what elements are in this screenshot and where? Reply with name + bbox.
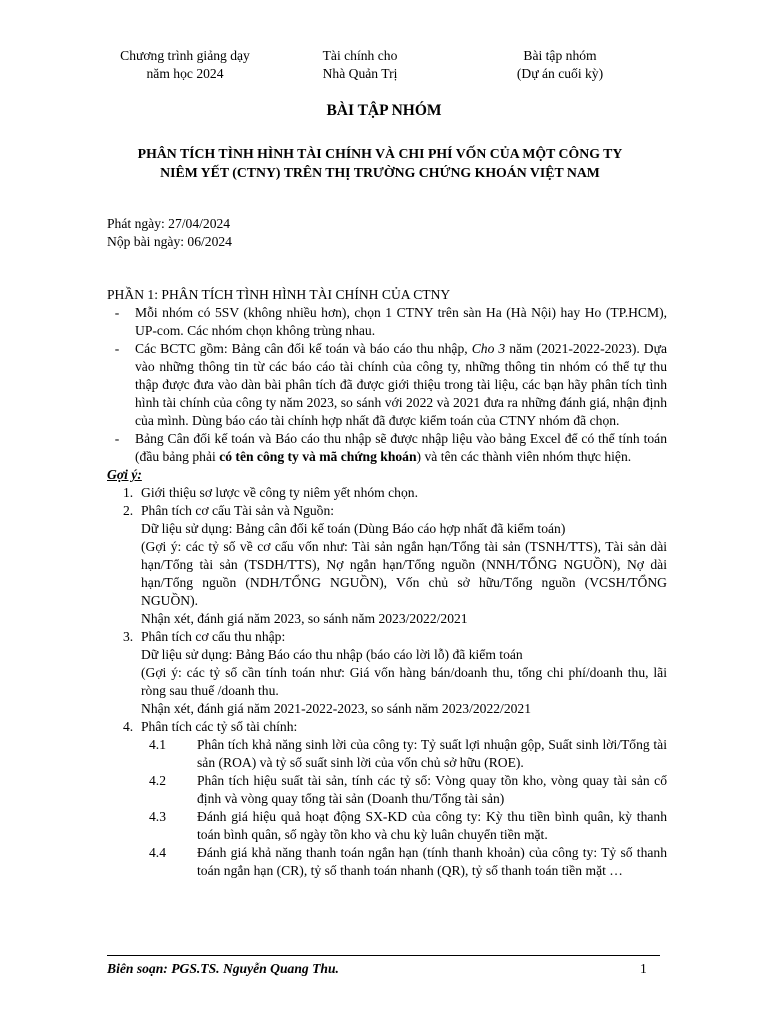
header-course-line2: Nhà Quản Trị [322,66,398,81]
bullet-text-b: năm (2021-2022-2023). Dựa vào những thông tin từ các báo cáo tài chính của công ty, những thông tin nhóm có thể tự thu thập được đưa vào dàn bài phân tích đã được giới thiệu trong tài liệu, các bạn hãy phân tích tình hình tài chính của công ty năm 2023, so sánh với 2022 và 2021 đưa ra những đánh giá, nhận định của mình. Dùng báo cáo tài chính hợp nhất đã được kiểm toán của CTNY nhóm đã chọn. [135,341,667,428]
header-program-line1: Chương trình giảng dạy [120,48,250,63]
item3-hint: (Gợi ý: các tỷ số cần tính toán như: Giá vốn hàng bán/doanh thu, tổng chi phí/doanh thu, lãi ròng sau thuế /doanh thu. [141,665,667,698]
sublist-item-4-2 [107,772,667,808]
sublist-item-4-4 [107,844,667,880]
list-number: 2. [123,503,134,518]
subtitle-line1: PHÂN TÍCH TÌNH HÌNH TÀI CHÍNH VÀ CHI PHÍ VỐN CỦA MỘT CÔNG TY [137,146,623,161]
sublist-item-4-1 [107,736,667,772]
dates-block [107,215,232,251]
list-number: 4. [123,719,134,734]
bullet-dash: - [114,341,120,356]
bullet-text-bold: có tên công ty và mã chứng khoán [219,449,417,464]
item3-evaluation: Nhận xét, đánh giá năm 2021-2022-2023, so sánh năm 2023/2022/2021 [141,701,532,716]
header-assignment-line2: (Dự án cuối kỳ) [516,66,604,81]
sublist-text: Phân tích khả năng sinh lời của công ty: Tỷ suất lợi nhuận gộp, Suất sinh lời/Tổng tài sản (ROA) và tỷ số suất sinh lời của vốn chủ sở hữu (ROE). [197,737,667,770]
page-title: BÀI TẬP NHÓM [326,102,442,119]
bullet-text-a: Các BCTC gồm: Bảng cân đối kế toán và báo cáo thu nhập, [135,341,472,356]
bullet-dash: - [114,431,120,446]
footer-divider [107,955,660,956]
header-program [95,47,275,83]
item3-data-source: Dữ liệu sử dụng: Bảng Báo cáo thu nhập (báo cáo lời lỗ) đã kiểm toán [141,647,523,662]
list-text: Phân tích cơ cấu thu nhập: [141,629,286,644]
page-subtitle [80,144,680,182]
header-program-line2: năm học 2024 [146,66,224,81]
page-header [95,47,695,83]
due-date: Nộp bài ngày: 06/2024 [107,234,232,249]
issue-date: Phát ngày: 27/04/2024 [107,216,231,231]
page-number: 1 [640,961,647,976]
sublist-text: Đánh giá hiệu quả hoạt động SX-KD của công ty: Kỳ thu tiền bình quân, kỳ thanh toán bình quân, số ngày tồn kho và chu kỳ luân chuyển tiền mặt. [197,809,667,842]
footer-author: Biên soạn: PGS.TS. Nguyễn Quang Thu. [107,961,339,976]
content-body [107,286,667,880]
sublist-item-4-3 [107,808,667,844]
item2-hint: (Gợi ý: các tỷ số về cơ cấu vốn như: Tài sản ngắn hạn/Tổng tài sản (TSNH/TTS), Tài sản dài hạn/Tổng tài sản (TSDH/TTS), Nợ ngắn hạn/Tổng nguồn (NNH/TỔNG NGUỒN), Nợ dài hạn/Tổng nguồn (NDH/TỔNG NGUỒN), Vốn chủ sở hữu/Tổng nguồn (VCSH/TỔNG NGUỒN). [141,539,667,608]
bullet-text-b: ) và tên các thành viên nhóm thực hiện. [416,449,632,464]
subtitle-line2: NIÊM YẾT (CTNY) TRÊN THỊ TRƯỜNG CHỨNG KHOÁN VIỆT NAM [160,165,600,180]
list-item-1 [107,484,667,502]
bullet-text-italic: Cho 3 [471,341,506,356]
sublist-number: 4.4 [149,845,166,860]
bullet-text-a: Bảng Cân đối kế toán và Báo cáo thu nhập sẽ được nhập liệu vào bảng Excel để có thể tính toán (đầu bảng phải [135,431,667,464]
list-number: 1. [123,485,134,500]
list-text: Phân tích các tỷ số tài chính: [141,719,298,734]
part1-bullet-2 [107,340,667,430]
sublist-text: Đánh giá khả năng thanh toán ngắn hạn (tính thanh khoản) của công ty: Tỷ số thanh toán ngắn hạn (CR), tỷ số thanh toán nhanh (QR), tỷ số thanh toán tiền mặt … [197,845,667,878]
bullet-text: Mỗi nhóm có 5SV (không nhiều hơn), chọn 1 CTNY trên sàn Ha (Hà Nội) hay Ho (TP.HCM), UP-com. Các nhóm chọn không trùng nhau. [135,305,667,338]
list-number: 3. [123,629,134,644]
sublist-number: 4.3 [149,809,166,824]
bullet-dash: - [114,305,120,320]
sublist-number: 4.1 [149,737,166,752]
part1-heading: PHẦN 1: PHÂN TÍCH TÌNH HÌNH TÀI CHÍNH CỦA CTNY [107,287,451,302]
sublist-number: 4.2 [149,773,166,788]
list-item-4 [107,718,667,736]
part1-bullet-3 [107,430,667,466]
list-item-3 [107,628,667,646]
list-text: Giới thiệu sơ lược về công ty niêm yết nhóm chọn. [141,485,418,500]
header-course [270,47,450,83]
hint-heading: Gợi ý: [107,467,142,482]
item2-evaluation: Nhận xét, đánh giá năm 2023, so sánh năm 2023/2022/2021 [141,611,468,626]
header-assignment [470,47,650,83]
list-text: Phân tích cơ cấu Tài sản và Nguồn: [141,503,335,518]
sublist-text: Phân tích hiệu suất tài sản, tính các tỷ số: Vòng quay tồn kho, vòng quay tài sản cố định và vòng quay tổng tài sản (Doanh thu/Tổng tài sản) [197,773,667,806]
header-assignment-line1: Bài tập nhóm [523,48,597,63]
header-course-line1: Tài chính cho [322,48,398,63]
part1-bullet-1 [107,304,667,340]
item2-data-source: Dữ liệu sử dụng: Bảng cân đối kế toán (Dùng Báo cáo hợp nhất đã kiểm toán) [141,521,566,536]
list-item-2 [107,502,667,520]
